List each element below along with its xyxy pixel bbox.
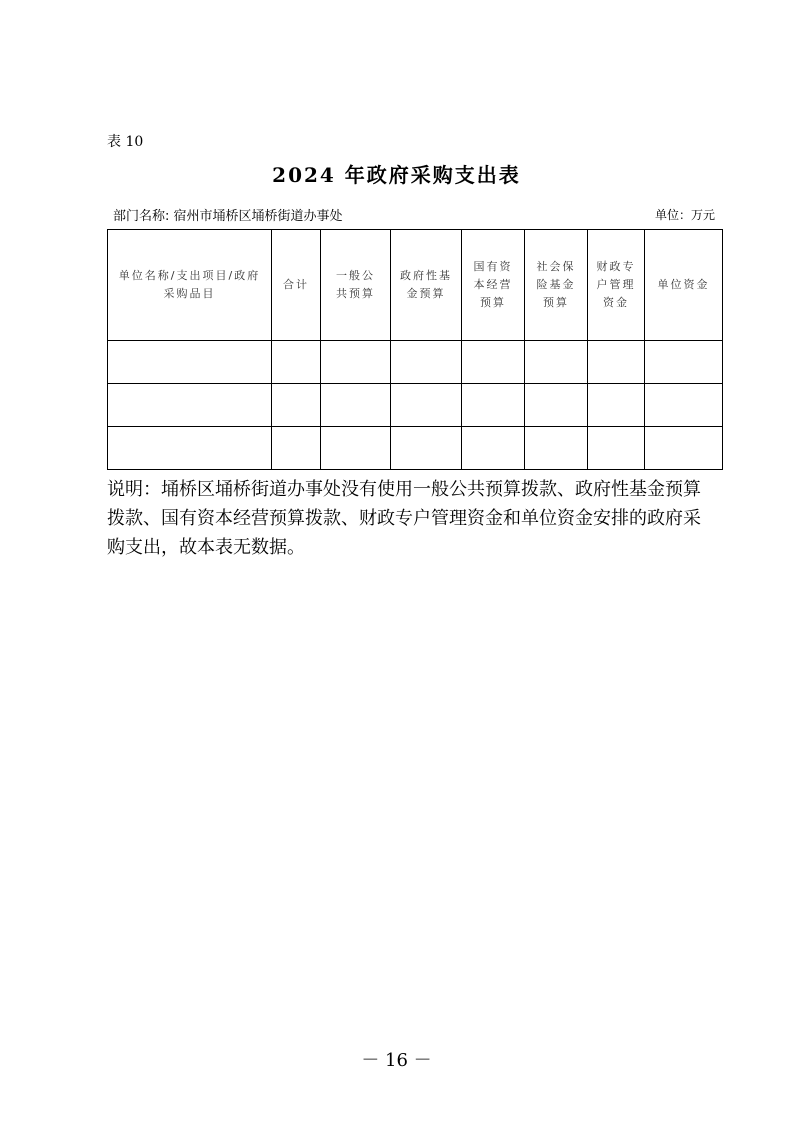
- table-cell: [321, 427, 391, 470]
- table-cell: [391, 427, 462, 470]
- page-title: 2024 年政府采购支出表: [272, 163, 521, 187]
- table-cell: [462, 384, 525, 427]
- table-cell: [321, 384, 391, 427]
- table-cell: [588, 427, 645, 470]
- table-cell: [462, 341, 525, 384]
- procurement-table: [107, 229, 723, 470]
- col-header-general-budget: 一般公共预算: [321, 230, 391, 341]
- table-cell: [525, 384, 588, 427]
- table-row: [108, 427, 723, 470]
- table-header-row: [108, 230, 723, 341]
- table-cell: [108, 427, 272, 470]
- department-name: 部门名称: 宿州市埇桥区埇桥街道办事处: [113, 209, 343, 224]
- col-header-state-capital-budget: 国有资本经营预算: [462, 230, 525, 341]
- table-row: [108, 341, 723, 384]
- table-cell: [588, 384, 645, 427]
- col-header-unit-funds: 单位资金: [645, 230, 723, 341]
- col-header-social-insurance-budget: 社会保险基金预算: [525, 230, 588, 341]
- col-header-unit-name: 单位名称/支出项目/政府采购品目: [108, 230, 272, 341]
- table-cell: [525, 341, 588, 384]
- table-cell: [462, 427, 525, 470]
- table-cell: [108, 384, 272, 427]
- table-row: [108, 384, 723, 427]
- table-cell: [645, 427, 723, 470]
- table-cell: [272, 427, 321, 470]
- table-cell: [391, 384, 462, 427]
- table-cell: [391, 341, 462, 384]
- table-label: 表 10: [107, 134, 144, 150]
- table-cell: [108, 341, 272, 384]
- unit-label: 单位：万元: [654, 208, 715, 222]
- table-cell: [321, 341, 391, 384]
- table-cell: [645, 341, 723, 384]
- table-cell: [588, 341, 645, 384]
- explanation-note: 说明：埇桥区埇桥街道办事处没有使用一般公共预算拨款、政府性基金预算拨款、国有资本经营预算拨款、财政专户管理资金和单位资金安排的政府采购支出，故本表无数据。: [107, 479, 701, 558]
- col-header-total: 合计: [272, 230, 321, 341]
- table-cell: [645, 384, 723, 427]
- col-header-special-account-funds: 财政专户管理资金: [588, 230, 645, 341]
- table-cell: [272, 384, 321, 427]
- col-header-fund-budget: 政府性基金预算: [391, 230, 462, 341]
- table-cell: [525, 427, 588, 470]
- table-cell: [272, 341, 321, 384]
- page-number: － 16 －: [361, 1050, 432, 1071]
